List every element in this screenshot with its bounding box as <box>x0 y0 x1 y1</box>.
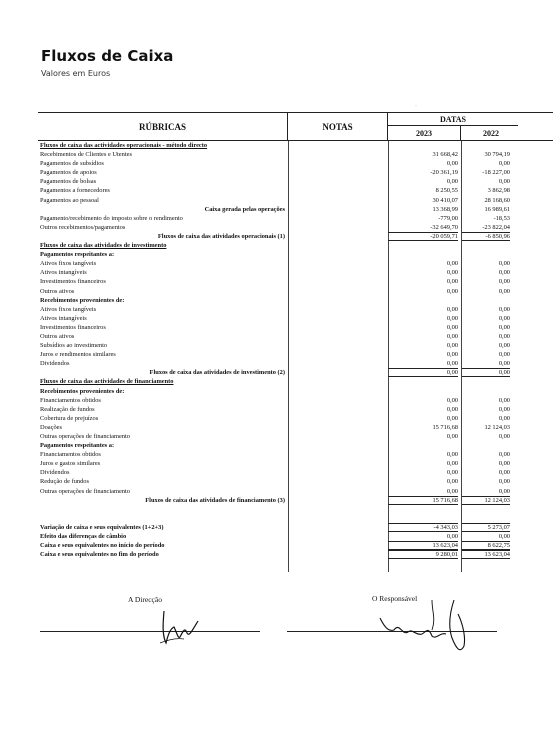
value-2022: 0,00 <box>498 487 510 495</box>
value-2023: 0,00 <box>446 178 458 186</box>
value-2022: 0,00 <box>498 360 510 368</box>
row-label: Caixa e seus equivalentes no fim do período <box>40 551 159 559</box>
value-2023: -32 649,70 <box>430 223 458 231</box>
row-label: Redução de fundos <box>40 478 89 486</box>
value-2022: 30 794,19 <box>484 151 510 159</box>
row-label: Fluxos de caixa das atividades de investimento <box>40 242 167 250</box>
value-2023: 15 716,68 <box>388 496 458 505</box>
page-subtitle: Valores em Euros <box>41 69 111 78</box>
table-row <box>38 177 553 186</box>
table-row <box>38 268 553 277</box>
value-2023: 0,00 <box>446 396 458 404</box>
table-row <box>38 305 553 314</box>
value-2022: 0,00 <box>498 287 510 295</box>
value-2023: 13 368,99 <box>432 205 458 213</box>
table-row <box>38 159 553 168</box>
row-label: Cobertura de prejuízos <box>40 414 99 422</box>
table-row <box>38 450 553 459</box>
value-2022: 0,00 <box>498 269 510 277</box>
table-row <box>38 359 553 368</box>
value-2022: 3 862,98 <box>487 187 510 195</box>
row-label: Pagamentos de subsídios <box>40 160 104 168</box>
row-label: Ativos fixos tangíveis <box>40 260 97 268</box>
value-2023: 0,00 <box>446 287 458 295</box>
table-row <box>38 396 553 405</box>
row-label: Juros e rendimentos similares <box>40 351 116 359</box>
value-2022: -23 822,04 <box>482 223 510 231</box>
value-2022: 13 623,04 <box>462 550 510 559</box>
row-label: Recebimentos de Clientes e Utentes <box>40 151 132 159</box>
table-row <box>38 250 553 259</box>
value-2023: 0,00 <box>446 487 458 495</box>
value-2022: -18 227,00 <box>482 169 510 177</box>
table-row <box>38 523 553 532</box>
table-row <box>38 541 553 550</box>
value-2022: 12 124,03 <box>462 496 510 505</box>
table-row <box>38 341 553 350</box>
row-label: Outros recebimentos/pagamentos <box>40 223 126 231</box>
table-row <box>38 432 553 441</box>
table-row <box>38 550 553 559</box>
row-label: Outros ativos <box>40 287 75 295</box>
row-label: Juros e gastos similares <box>40 460 101 468</box>
value-2023: -20 361,19 <box>430 169 458 177</box>
value-2023: 0,00 <box>446 405 458 413</box>
header-notas: NOTAS <box>288 112 388 141</box>
row-label: Fluxos de caixa das actividades operacionais - método directo <box>40 142 208 149</box>
table-row <box>38 423 553 432</box>
row-label: Investimentos financeiros <box>40 278 106 286</box>
header-rubricas: RÚBRICAS <box>38 112 288 141</box>
row-label: Recebimentos provenientes de: <box>40 296 125 304</box>
value-2022: 28 168,60 <box>484 196 510 204</box>
value-2023: 8 250,55 <box>435 187 458 195</box>
value-2022: 0,00 <box>498 332 510 340</box>
row-label: Pagamento/recebimento do imposto sobre o rendimento <box>40 214 183 222</box>
row-label: Realização de fundos <box>40 405 95 413</box>
table-row <box>38 505 553 514</box>
table-row <box>38 241 553 250</box>
value-2022: 0,00 <box>498 433 510 440</box>
row-label: Fluxos de caixa das atividades de investimento (2) <box>149 369 285 377</box>
row-label: Doações <box>40 423 63 431</box>
table-row <box>38 496 553 505</box>
value-2023: 0,00 <box>446 323 458 331</box>
table-row <box>38 477 553 486</box>
row-label: Caixa e seus equivalentes no início do período <box>40 542 165 550</box>
value-2022: 0,00 <box>498 305 510 313</box>
table-row <box>38 468 553 477</box>
value-2022: 0,00 <box>498 469 510 477</box>
value-2022: 0,00 <box>498 342 510 350</box>
table-row <box>38 314 553 323</box>
value-2023: 0,00 <box>446 314 458 322</box>
row-label: Pagamentos respeitantes a: <box>40 251 115 259</box>
table-row <box>38 387 553 396</box>
row-label: Outros ativos <box>40 332 75 340</box>
table-row <box>38 214 553 223</box>
value-2022: 0,00 <box>498 396 510 404</box>
signature-label-responsavel: O Responsável <box>372 594 418 603</box>
row-label: Fluxos de caixa das actividades de financiamento <box>40 378 174 386</box>
table-row <box>38 296 553 305</box>
value-2022: 8 622,75 <box>462 541 510 550</box>
table-row <box>38 186 553 195</box>
value-2023: 15 716,68 <box>432 423 458 431</box>
header-datas <box>388 112 553 141</box>
table-row <box>38 205 553 214</box>
value-2023: 30 410,07 <box>432 196 458 204</box>
value-2023: -20 059,71 <box>388 232 458 241</box>
row-label: Financiamentos obtidos <box>40 396 101 404</box>
row-label: Ativos intangíveis <box>40 269 87 277</box>
table-row <box>38 287 553 296</box>
statement-rows <box>38 141 553 559</box>
value-2022: 0,00 <box>462 368 510 377</box>
table-row <box>38 259 553 268</box>
table-row <box>38 196 553 205</box>
row-label: Pagamentos a fornecedores <box>40 187 110 195</box>
value-2023: 13 623,04 <box>388 541 458 550</box>
table-row <box>38 459 553 468</box>
value-2022: 0,00 <box>498 260 510 268</box>
value-2022: -6 850,96 <box>462 232 510 241</box>
value-2023: 0,00 <box>446 414 458 422</box>
value-2023: 0,00 <box>446 360 458 368</box>
row-label: Recebimentos provenientes de: <box>40 387 125 395</box>
row-label: Pagamentos de bolsas <box>40 178 97 186</box>
row-label: Fluxos de caixa das atividades operacionais (1) <box>157 232 285 240</box>
header-year-2022: 2022 <box>483 129 499 138</box>
value-2023: 0,00 <box>446 460 458 468</box>
table-row <box>38 141 553 150</box>
row-label: Pagamentos de apoios <box>40 169 97 177</box>
row-label: Ativos fixos tangíveis <box>40 305 97 313</box>
value-2023: 0,00 <box>446 433 458 440</box>
table-row <box>38 532 553 541</box>
table-row <box>38 277 553 286</box>
value-2023: 0,00 <box>446 278 458 286</box>
row-label: Variação de caixa e seus equivalentes (1+2+3) <box>40 523 164 531</box>
row-label: Outras operações de financiamento <box>40 433 130 440</box>
header-datas-title: DATAS <box>388 113 518 126</box>
row-label: Caixa gerada pelas operações <box>204 205 285 213</box>
table-row <box>38 514 553 523</box>
value-2023: 0,00 <box>446 478 458 486</box>
value-2023: 0,00 <box>388 368 458 377</box>
table-row <box>38 332 553 341</box>
row-label: Investimentos financeiros <box>40 323 106 331</box>
value-2023: 0,00 <box>446 469 458 477</box>
table-row <box>38 168 553 177</box>
row-label: Dividendos <box>40 360 70 368</box>
page-title: Fluxos de Caixa <box>41 47 174 65</box>
value-2022: 0,00 <box>498 478 510 486</box>
value-2023: -779,00 <box>438 214 458 222</box>
value-2022: 0,00 <box>498 314 510 322</box>
value-2022: 0,00 <box>498 160 510 168</box>
row-label: Efeito das diferenças de câmbio <box>40 533 127 541</box>
table-row <box>38 414 553 423</box>
value-2023: 0,00 <box>446 451 458 459</box>
signature-label-direccao: A Direcção <box>128 595 162 604</box>
row-label: Ativos intangíveis <box>40 314 87 322</box>
row-label: Pagamentos respeitantes a: <box>40 442 115 450</box>
row-label: Outras operações de financiamento <box>40 487 130 495</box>
value-2023: 0,00 <box>446 533 458 541</box>
row-label: Subsídios ao investimento <box>40 342 108 350</box>
value-2022: 0,00 <box>498 414 510 422</box>
row-label: Financiamentos obtidos <box>40 451 101 459</box>
value-2023: 0,00 <box>446 260 458 268</box>
value-2022: 0,00 <box>498 323 510 331</box>
value-2022: 16 989,61 <box>484 205 510 213</box>
signature-responsavel <box>372 592 472 660</box>
value-2023: -4 343,03 <box>388 523 458 532</box>
table-row <box>38 487 553 496</box>
value-2022: 0,00 <box>498 460 510 468</box>
row-label: Pagamentos ao pessoal <box>40 196 99 204</box>
value-2023: 9 280,01 <box>388 550 458 559</box>
value-2022: 0,00 <box>498 533 510 541</box>
value-2022: 0,00 <box>498 178 510 186</box>
table-row <box>38 150 553 159</box>
signature-direccao <box>150 603 210 648</box>
row-label: Fluxos de caixa das atividades de financiamento (3) <box>145 496 285 504</box>
value-2022: 0,00 <box>498 278 510 286</box>
table-row <box>38 223 553 232</box>
scan-mark: · <box>415 103 417 109</box>
row-label: Dividendos <box>40 469 70 477</box>
value-2023: 0,00 <box>446 160 458 168</box>
table-row <box>38 368 553 377</box>
value-2023: 0,00 <box>446 332 458 340</box>
value-2022: 0,00 <box>498 351 510 359</box>
value-2023: 31 668,42 <box>432 151 458 159</box>
table-row <box>38 323 553 332</box>
value-2023: 0,00 <box>446 342 458 350</box>
value-2022: -18,53 <box>493 214 510 222</box>
header-year-2023: 2023 <box>388 126 461 141</box>
table-row <box>38 232 553 241</box>
value-2023: 0,00 <box>446 351 458 359</box>
value-2023: 0,00 <box>446 305 458 313</box>
cash-flow-statement <box>38 112 553 572</box>
table-row <box>38 377 553 386</box>
table-row <box>38 405 553 414</box>
table-row <box>38 350 553 359</box>
value-2022: 0,00 <box>498 405 510 413</box>
value-2022: 5 273,07 <box>462 523 510 532</box>
value-2022: 12 124,03 <box>484 423 510 431</box>
value-2023: 0,00 <box>446 269 458 277</box>
table-row <box>38 441 553 450</box>
value-2022: 0,00 <box>498 451 510 459</box>
